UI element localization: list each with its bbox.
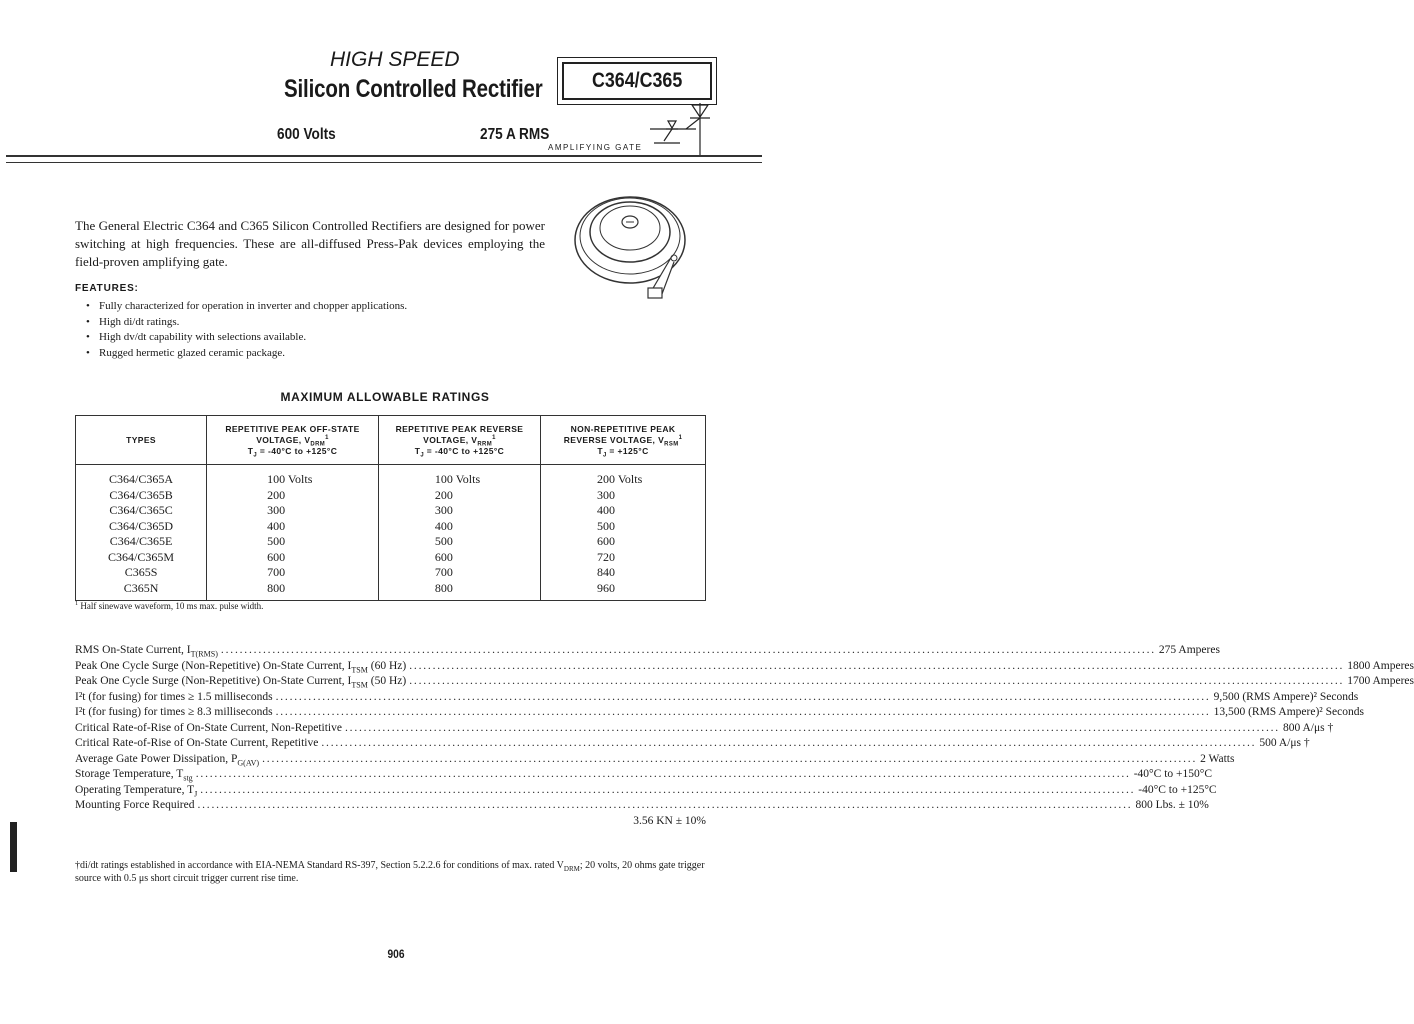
table-cell-type: C364/C365E (76, 534, 207, 550)
table-cell-vrrm: 400 (378, 519, 540, 535)
current-rating: 275 A RMS (480, 126, 550, 143)
table-cell-vrrm: 700 (378, 565, 540, 581)
didt-footnote: †di/dt ratings established in accordance with EIA-NEMA Standard RS-397, Section 5.2.2.6 for conditions of max. rated $V_{DRM}$; 20 volts, 20 ohms gate trigger source with 0.5 μs short circuit trigger current rise time. (75, 860, 705, 884)
spec-row: Peak One Cycle Surge (Non-Repetitive) On-State Current, $I_{TSM}$ (50 Hz) ........................................................................................................................................................................................................ 1700 Amperes (75, 675, 1414, 690)
table-cell-vrrm: 200 (378, 488, 540, 504)
list-item: • Fully characterized for operation in inverter and chopper applications. (86, 299, 407, 315)
col-header-types: TYPES (76, 416, 207, 465)
table-cell-vrrm: 100 Volts (378, 465, 540, 488)
table-row (76, 534, 706, 550)
spec-row: Operating Temperature, $T_J$ ........................................................................................................................................................................................................ -40°C to +125°C (75, 783, 1217, 798)
col-header-vrrm: REPETITIVE PEAK REVERSE VOLTAGE, $V_{RRM}^1$ $T_J = -40^\circ C$ to +125°C (378, 416, 540, 465)
table-row (76, 519, 706, 535)
specifications-list (75, 643, 1414, 829)
spec-label: Mounting Force Required (75, 799, 195, 811)
amplifying-gate-label: AMPLIFYING GATE (548, 143, 643, 152)
table-cell-type: C365S (76, 565, 207, 581)
list-item: • High dv/dt capability with selections available. (86, 330, 407, 346)
spec-label: Critical Rate-of-Rise of On-State Current, Repetitive (75, 737, 319, 749)
table-cell-vrrm: 500 (378, 534, 540, 550)
press-pak-device-image (562, 178, 702, 308)
table-cell-type: C364/C365A (76, 465, 207, 488)
table-cell-vrsm: 500 (541, 519, 706, 535)
features-heading: FEATURES: (75, 283, 139, 294)
spec-label: Peak One Cycle Surge (Non-Repetitive) On-State Current, $I_{TSM}$ (50 Hz) (75, 675, 407, 690)
spec-row: Critical Rate-of-Rise of On-State Current, Non-Repetitive ........................................................................................................................................................................................................ 800 A/μs † (75, 721, 706, 737)
spec-value: -40°C to +150°C (1133, 768, 1213, 780)
spec-row: Mounting Force Required ........................................................................................................................................................................................................ 800 Lbs. ± 10% (75, 798, 706, 814)
table-cell-vdrm: 400 (207, 519, 379, 535)
page-number: 906 (387, 947, 405, 961)
table-cell-type: C364/C365D (76, 519, 207, 535)
table-cell-type: C364/C365B (76, 488, 207, 504)
table-cell-vdrm: 500 (207, 534, 379, 550)
part-number: C364/C365 (591, 69, 683, 92)
table-row (76, 503, 706, 519)
table-cell-vrrm: 300 (378, 503, 540, 519)
features-list (86, 299, 407, 361)
spec-extra-value: 3.56 KN ± 10% (633, 814, 706, 827)
table-cell-type: C364/C365C (76, 503, 207, 519)
spec-label: I²t (for fusing) for times ≥ 1.5 milliseconds (75, 690, 273, 703)
col-header-vrsm: NON-REPETITIVE PEAK REVERSE VOLTAGE, $V_{RSM}^1$ $T_J = +125^\circ C$ (541, 416, 706, 465)
list-item: • Rugged hermetic glazed ceramic package. (86, 346, 407, 362)
table-row (76, 550, 706, 566)
intro-paragraph: The General Electric C364 and C365 Silicon Controlled Rectifiers are designed for power switching at high frequencies. These are all-diffused Press-Pak devices employing the field-proven amplifying gate. (75, 218, 545, 269)
margin-mark (10, 822, 17, 872)
spec-label: Average Gate Power Dissipation, $P_{G(AV)}$ (75, 752, 260, 767)
table-cell-vrsm: 960 (541, 581, 706, 601)
table-cell-vdrm: 600 (207, 550, 379, 566)
voltage-rating: 600 Volts (277, 126, 336, 143)
spec-value: 9,500 (RMS Ampere)² Seconds (1213, 690, 1359, 703)
table-cell-vrsm: 200 Volts (541, 465, 706, 488)
spec-label: Storage Temperature, $T_{stg}$ (75, 768, 193, 783)
spec-row: Average Gate Power Dissipation, $P_{G(AV)}$ ........................................................................................................................................................................................................ 2 Watts (75, 752, 1235, 767)
spec-label: Peak One Cycle Surge (Non-Repetitive) On-State Current, $I_{TSM}$ (60 Hz) (75, 659, 407, 674)
spec-row: Storage Temperature, $T_{stg}$ ........................................................................................................................................................................................................ -40°C to +150°C (75, 768, 1213, 783)
ratings-table (75, 415, 706, 601)
part-number-box (557, 57, 717, 105)
spec-label: RMS On-State Current, $I_{T(RMS)}$ (75, 644, 218, 659)
table-row (76, 488, 706, 504)
table-row (76, 565, 706, 581)
table-row (76, 581, 706, 601)
spec-value: 2 Watts (1200, 752, 1235, 765)
table-cell-vrrm: 600 (378, 550, 540, 566)
spec-label: Critical Rate-of-Rise of On-State Current, Non-Repetitive (75, 721, 342, 734)
table-cell-vdrm: 200 (207, 488, 379, 504)
table-cell-vdrm: 700 (207, 565, 379, 581)
list-item: • High di/dt ratings. (86, 315, 407, 331)
page-title: Silicon Controlled Rectifier (284, 75, 543, 103)
table-cell-vdrm: 100 Volts (207, 465, 379, 488)
table-cell-vrsm: 600 (541, 534, 706, 550)
ratings-footnote: $^1$ Half sinewave waveform, 10 ms max. pulse width. (75, 600, 264, 611)
spec-row: RMS On-State Current, $I_{T(RMS)}$ ........................................................................................................................................................................................................ 275 Amperes (75, 644, 1220, 659)
spec-value: 500 A/μs † (1259, 737, 1310, 749)
table-cell-vdrm: 300 (207, 503, 379, 519)
table-cell-type: C365N (76, 581, 207, 601)
spec-value: 1700 Amperes (1347, 675, 1414, 687)
table-cell-vrsm: 840 (541, 565, 706, 581)
spec-row: Critical Rate-of-Rise of On-State Current, Repetitive ........................................................................................................................................................................................................ 500 A/μs † (75, 736, 706, 752)
spec-value: 1800 Amperes (1347, 659, 1414, 672)
scr-symbol-icon (640, 103, 720, 155)
table-cell-type: C364/C365M (76, 550, 207, 566)
table-cell-vrsm: 300 (541, 488, 706, 504)
header-subtitle: HIGH SPEED (330, 48, 460, 71)
table-header-row (76, 416, 706, 465)
col-header-vdrm: REPETITIVE PEAK OFF-STATE VOLTAGE, $V_{DRM}^1$ $T_J = -40^\circ C$ to +125°C (207, 416, 379, 465)
table-cell-vrsm: 720 (541, 550, 706, 566)
table-cell-vrrm: 800 (378, 581, 540, 601)
spec-value: -40°C to +125°C (1138, 783, 1217, 796)
table-cell-vdrm: 800 (207, 581, 379, 601)
spec-row: I²t (for fusing) for times ≥ 1.5 milliseconds ........................................................................................................................................................................................................ 9,500 (RMS Ampere)² Seconds (75, 690, 706, 706)
spec-value: 800 A/μs † (1282, 721, 1334, 734)
spec-value: 800 Lbs. ± 10% (1135, 799, 1209, 811)
ratings-heading: MAXIMUM ALLOWABLE RATINGS (280, 390, 490, 404)
spec-value: 275 Amperes (1158, 644, 1220, 656)
spec-label: Operating Temperature, $T_J$ (75, 783, 198, 798)
table-row (76, 465, 706, 488)
header-divider (6, 155, 762, 163)
spec-value: 13,500 (RMS Ampere)² Seconds (1213, 706, 1364, 718)
spec-row: I²t (for fusing) for times ≥ 8.3 milliseconds ........................................................................................................................................................................................................ 13,500 (RMS Ampere)² Seconds (75, 705, 706, 721)
table-cell-vrsm: 400 (541, 503, 706, 519)
spec-label: I²t (for fusing) for times ≥ 8.3 milliseconds (75, 706, 273, 718)
spec-row: Peak One Cycle Surge (Non-Repetitive) On-State Current, $I_{TSM}$ (60 Hz) ........................................................................................................................................................................................................ 1800 Amperes (75, 659, 1414, 674)
